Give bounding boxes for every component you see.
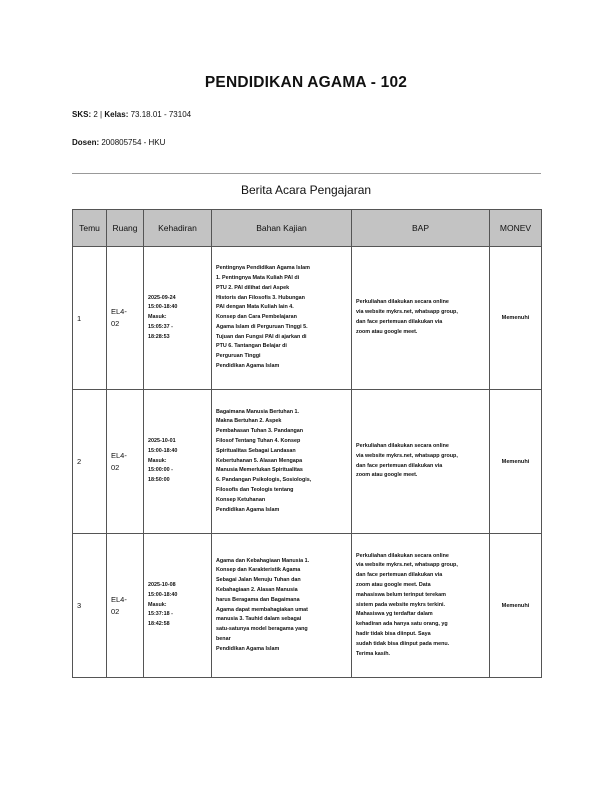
- header-bap: BAP: [352, 210, 490, 247]
- ruang-line: EL4-: [111, 594, 127, 604]
- bahan-kajian-cell: [212, 534, 352, 678]
- kehadiran-cell: [144, 247, 212, 390]
- bap-cell: [352, 534, 490, 678]
- bahan-kajian-line: Pendidikan Agama Islam: [216, 506, 280, 513]
- kelas-label: Kelas:: [104, 110, 129, 119]
- dosen-label: Dosen:: [72, 138, 100, 147]
- header-monev: MONEV: [490, 210, 542, 247]
- bahan-kajian-line: Pendidikan Agama Islam: [216, 645, 280, 652]
- header-kehadiran: Kehadiran: [144, 210, 212, 247]
- kehadiran-line: 15:00-18:40: [148, 591, 178, 598]
- kehadiran-line: 18:28:53: [148, 333, 170, 340]
- bahan-kajian-line: Pembahasan Tuhan 3. Pandangan: [216, 428, 304, 435]
- kehadiran-line: 15:37:18 -: [148, 611, 173, 618]
- bap-line: via website mykrs.net, whatsapp group,: [356, 562, 458, 569]
- bahan-kajian-line: benar: [216, 635, 231, 642]
- bap-line: Perkuliahan dilakukan secara online: [356, 442, 449, 449]
- bahan-kajian-line: Konsep Ketuhanan: [216, 496, 266, 503]
- bahan-kajian-cell: [212, 247, 352, 390]
- temu-cell: 1: [73, 247, 107, 390]
- ruang-line: EL4-: [111, 307, 127, 316]
- ruang-cell: [107, 534, 144, 678]
- bahan-kajian-line: Pentingnya Pendidikan Agama Islam: [216, 265, 310, 272]
- table-row: [73, 534, 542, 678]
- dosen-line: [72, 138, 165, 147]
- ruang-line: EL4-: [111, 450, 127, 460]
- bahan-kajian-line: manusia 3. Tauhid dalam sebagai: [216, 616, 302, 623]
- kehadiran-line: Masuk:: [148, 601, 167, 608]
- bahan-kajian-line: Kebertuhanan 5. Alasan Mengapa: [216, 457, 303, 464]
- bap-line: Terima kasih.: [356, 650, 391, 657]
- bahan-kajian-line: Konsep dan Cara Pembelajaran: [216, 314, 297, 321]
- kehadiran-line: 15:05:37 -: [148, 323, 173, 330]
- divider: [72, 173, 541, 174]
- bahan-kajian-line: Historis dan Filosofis 3. Hubungan: [216, 294, 305, 301]
- bahan-kajian-line: harus Beragama dan Bagaimana: [216, 596, 300, 603]
- bahan-kajian-line: Pendidikan Agama Islam: [216, 363, 280, 370]
- bahan-kajian-line: Kebahagiaan 2. Alasan Manusia: [216, 586, 298, 593]
- page-title: PENDIDIKAN AGAMA - 102: [204, 74, 408, 91]
- sks-label: SKS:: [72, 110, 92, 119]
- bap-line: sistem pada website mykrs terkini.: [356, 601, 445, 608]
- table-header-row: [73, 210, 542, 247]
- bahan-kajian-line: Manusia Memerlukan Spiritualitas: [216, 467, 303, 474]
- bahan-kajian-line: Bagaimana Manusia Bertuhan 1.: [216, 408, 299, 415]
- temu-cell: 3: [73, 534, 107, 678]
- bahan-kajian-line: 1. Pentingnya Mata Kuliah PAI di: [216, 274, 300, 281]
- kehadiran-line: 2025-09-24: [148, 294, 176, 301]
- bap-line: dan face pertemuan dilakukan via: [356, 572, 443, 579]
- table-row: [73, 247, 542, 390]
- bahan-kajian-line: Konsep dan Karakteristik Agama: [216, 567, 301, 574]
- bahan-kajian-line: 6. Pandangan Psikologis, Sosiologis,: [216, 477, 312, 484]
- bahan-kajian-line: Agama dapat membahagiakan umat: [216, 606, 308, 613]
- bap-line: Perkuliahan dilakukan secara online: [356, 299, 449, 306]
- bahan-kajian-line: Filosof Tentang Tuhan 4. Konsep: [216, 438, 301, 444]
- kehadiran-line: 2025-10-01: [148, 438, 176, 444]
- bahan-kajian-line: Makna Bertuhan 2. Aspek: [216, 418, 282, 425]
- bahan-kajian-cell: [212, 390, 352, 534]
- ruang-cell: [107, 390, 144, 534]
- kehadiran-line: 15:00:00 -: [148, 467, 173, 474]
- header-ruang: Ruang: [107, 210, 144, 247]
- bahan-kajian-line: Filosofis dan Teologis tentang: [216, 486, 294, 493]
- bap-line: via website mykrs.net, whatsapp group,: [356, 309, 458, 316]
- dosen-value: 200805754 - HKU: [101, 138, 166, 147]
- bahan-kajian-line: PAI dengan Mata Kuliah lain 4.: [216, 304, 294, 311]
- bahan-kajian-line: PTU 6. Tantangan Belajar di: [216, 343, 287, 350]
- bahan-kajian-line: satu-satunya model beragama yang: [216, 626, 308, 633]
- bap-table: [72, 209, 542, 678]
- header-bahan-kajian: Bahan Kajian: [212, 210, 352, 247]
- monev-cell: Memenuhi: [490, 247, 542, 390]
- sks-value: 2: [93, 110, 98, 119]
- ruang-line: 02: [111, 319, 120, 328]
- kehadiran-line: Masuk:: [148, 457, 167, 464]
- ruang-line: 02: [111, 462, 120, 472]
- bap-cell: [352, 390, 490, 534]
- header-temu: Temu: [73, 210, 107, 247]
- bap-cell: [352, 247, 490, 390]
- ruang-line: 02: [111, 606, 120, 616]
- kehadiran-line: 15:00-18:40: [148, 447, 178, 454]
- bahan-kajian-line: Agama dan Kebahagiaan Manusia 1.: [216, 557, 310, 564]
- kehadiran-line: 18:42:58: [148, 621, 170, 628]
- bahan-kajian-line: Sebagai Jalan Menuju Tuhan dan: [216, 577, 301, 584]
- bap-line: zoom atau google meet. Data: [356, 582, 431, 588]
- monev-cell: Memenuhi: [490, 390, 542, 534]
- table-row: [73, 390, 542, 534]
- section-title: Berita Acara Pengajaran: [240, 183, 372, 197]
- bap-line: Perkuliahan dilakukan secara online: [356, 552, 449, 559]
- monev-cell: Memenuhi: [490, 534, 542, 678]
- bap-line: sudah tidak bisa diinput pada menu.: [356, 640, 450, 647]
- bap-line: mahasiswa belum terinput terekam: [356, 591, 446, 598]
- meta-separator: |: [100, 110, 103, 119]
- bap-line: hadir tidak bisa diinput. Saya: [356, 630, 431, 637]
- bahan-kajian-line: Tujuan dan Fungsi PAI di ajarkan di: [216, 333, 307, 340]
- temu-cell: 2: [73, 390, 107, 534]
- kehadiran-line: 15:00-18:40: [148, 304, 178, 311]
- kehadiran-line: Masuk:: [148, 314, 167, 321]
- ruang-cell: [107, 247, 144, 390]
- bahan-kajian-line: Spiritualitas Sebagai Landasan: [216, 447, 296, 454]
- bap-line: via website mykrs.net, whatsapp group,: [356, 452, 458, 459]
- course-meta-line: [72, 110, 191, 119]
- kehadiran-line: 18:50:00: [148, 477, 170, 484]
- bap-line: Mahasiswa yg terdaftar dalam: [356, 611, 433, 618]
- bahan-kajian-line: PTU 2. PAI dilihat dari Aspek: [216, 284, 290, 291]
- kehadiran-cell: [144, 390, 212, 534]
- bap-line: zoom atau google meet.: [356, 328, 418, 335]
- bap-line: dan face pertemuan dilakukan via: [356, 319, 443, 325]
- kehadiran-line: 2025-10-08: [148, 582, 176, 588]
- bap-line: zoom atau google meet.: [356, 472, 418, 479]
- bahan-kajian-line: Agama Islam di Perguruan Tinggi 5.: [216, 323, 308, 330]
- bap-line: kehadiran ada hanya satu orang, yg: [356, 621, 448, 628]
- bap-line: dan face pertemuan dilakukan via: [356, 462, 443, 469]
- kelas-value: 73.18.01 - 73104: [130, 110, 192, 119]
- kehadiran-cell: [144, 534, 212, 678]
- bahan-kajian-line: Perguruan Tinggi: [216, 353, 261, 360]
